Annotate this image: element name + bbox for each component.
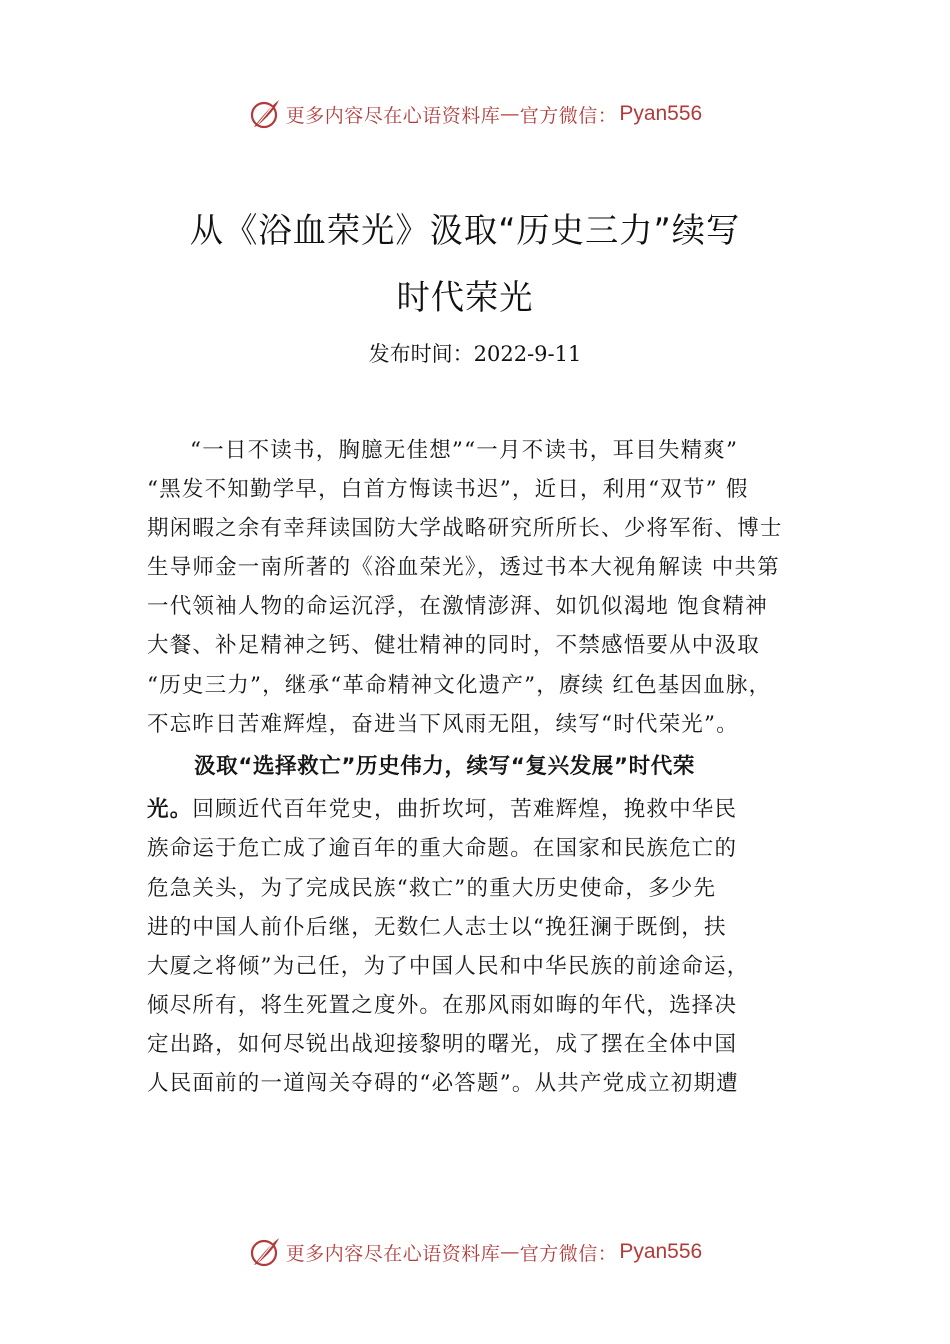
footer-banner <box>0 1232 950 1272</box>
header-banner <box>0 94 950 134</box>
paragraph-1-line: “黑发不知勤学早，白首方悔读书迟”，近日，利用“双节” 假 <box>147 477 749 502</box>
header-banner-content <box>248 97 702 131</box>
paragraph-2-line: 倾尽所有，将生死置之度外。在那风雨如晦的年代，选择决 <box>147 993 738 1018</box>
footer-banner-content <box>248 1235 702 1269</box>
paragraph-2-first-line-text: 回顾近代百年党史，曲折坎坷，苦难辉煌，挽救中华民 <box>192 797 738 822</box>
section-heading: 汲取“选择救亡”历史伟力，续写“复兴发展”时代荣 <box>194 754 695 779</box>
paragraph-1-line: “历史三力”，继承“革命精神文化遗产”，赓续 红色基因血脉， <box>147 673 772 698</box>
paragraph-1-line: 生导师金一南所著的《浴血荣光》，透过书本大视角解读 中共第 <box>147 555 780 580</box>
header-wechat-id: Pyan556 <box>619 102 703 125</box>
header-wechat-label: 官方微信： <box>519 104 618 127</box>
publish-date <box>0 338 950 368</box>
paragraph-1-line: 大餐、补足精神之钙、健壮精神的同时，不禁感悟要从中汲取 <box>147 633 760 658</box>
section-heading-tail: 光。 <box>147 797 193 822</box>
paragraph-2-line: 危急关头，为了完成民族“救亡”的重大历史使命，多少先 <box>147 876 717 901</box>
paragraph-2-line <box>147 795 737 825</box>
header-banner-text: 更多内容尽在心语资料库 <box>285 104 501 127</box>
footer-wechat-id: Pyan556 <box>619 1240 703 1263</box>
footer-banner-separator: — <box>500 1241 520 1263</box>
paragraph-1-line: 期闲暇之余有幸拜读国防大学战略研究所所长、少将军衔、博士 <box>147 516 783 541</box>
header-banner-separator: — <box>500 103 520 125</box>
paragraph-1-line: 一代领袖人物的命运沉浮，在激情澎湃、如饥似渴地 饱食精神 <box>147 594 768 619</box>
paragraph-2-line: 大厦之将倾”为己任，为了中国人民和中华民族的前途命运， <box>147 954 750 979</box>
quill-pen-logo-icon <box>248 1235 282 1269</box>
paragraph-2-line: 族命运于危亡成了逾百年的重大命题。在国家和民族危亡的 <box>147 836 738 861</box>
paragraph-1-line: “一日不读书，胸臆无佳想”“一月不读书，耳目失精爽” <box>190 438 739 463</box>
publish-date-label: 发布时间： <box>368 342 474 366</box>
paragraph-1-line: 不忘昨日苦难辉煌，奋进当下风雨无阻，续写“时代荣光”。 <box>147 712 739 737</box>
publish-date-value: 2022-9-11 <box>473 342 582 366</box>
paragraph-2-line: 人民面前的一道闯关夺碍的“必答题”。从共产党成立初期遭 <box>147 1071 739 1096</box>
footer-wechat-label: 官方微信： <box>519 1242 618 1265</box>
paragraph-2-line: 定出路，如何尽锐出战迎接黎明的曙光，成了摆在全体中国 <box>147 1032 738 1057</box>
footer-banner-text: 更多内容尽在心语资料库 <box>285 1242 501 1265</box>
article-title-line-1: 从《浴血荣光》汲取“历史三力”续写 <box>189 211 741 251</box>
paragraph-2-line: 进的中国人前仆后继，无数仁人志士以“挽狂澜于既倒，扶 <box>147 915 727 940</box>
quill-pen-logo-icon <box>248 97 282 131</box>
article-title-line-2: 时代荣光 <box>396 278 534 318</box>
